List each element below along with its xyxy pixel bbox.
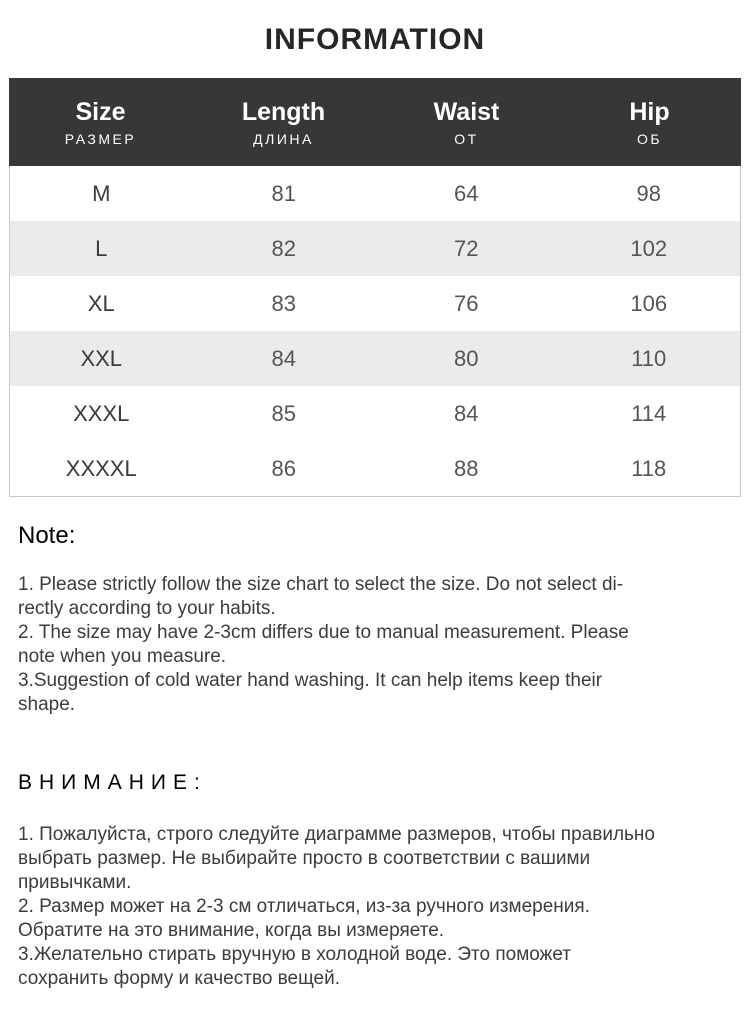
cell-size: M: [92, 180, 111, 206]
cell-waist: 88: [454, 455, 479, 481]
note-en-line: shape.: [18, 694, 76, 715]
cell-waist: 76: [454, 290, 479, 316]
note-ru-line: 2. Размер может на 2-3 см отличаться, из-за ручного измерения.: [18, 896, 590, 917]
column-header-hip-en: Hip: [629, 98, 670, 126]
cell-waist: 64: [454, 180, 479, 206]
size-chart-table: [9, 78, 741, 497]
cell-hip: 114: [631, 400, 667, 426]
cell-hip: 106: [630, 290, 668, 316]
cell-size: XXXL: [73, 400, 130, 426]
note-ru-line: 1. Пожалуйста, строго следуйте диаграмме размеров, чтобы правильно: [18, 824, 655, 845]
cell-size: L: [95, 235, 108, 261]
table-row-l: [10, 221, 740, 276]
column-header-size: [9, 95, 192, 149]
column-header-length-en: Length: [241, 98, 326, 126]
size-chart-body: [9, 166, 741, 497]
column-header-size-en: Size: [75, 98, 126, 126]
note-en-line: 1. Please strictly follow the size chart to select the size. Do not select di-: [18, 574, 624, 595]
column-header-waist-en: Waist: [433, 98, 500, 126]
column-header-hip: [558, 95, 741, 149]
note-en-line: note when you measure.: [18, 646, 227, 667]
column-header-waist-ru: ОТ: [454, 131, 479, 147]
note-en-line: 2. The size may have 2-3cm differs due to manual measurement. Please: [18, 622, 629, 643]
cell-length: 84: [271, 345, 296, 371]
note-en-line: rectly according to your habits.: [18, 598, 276, 619]
note-ru-line: Обратите на это внимание, когда вы измеряете.: [18, 920, 445, 941]
column-header-length: [192, 95, 375, 149]
column-header-waist: [375, 95, 558, 149]
cell-length: 82: [271, 235, 296, 261]
cell-hip: 102: [630, 235, 668, 261]
cell-length: 83: [271, 290, 296, 316]
column-header-length-ru: ДЛИНА: [253, 131, 314, 147]
cell-length: 86: [271, 455, 296, 481]
note-ru-line: выбрать размер. Не выбирайте просто в соответствии с вашими: [18, 848, 591, 869]
note-ru-line: сохранить форму и качество вещей.: [18, 968, 340, 989]
table-row-xxxl: [10, 386, 740, 441]
table-row-xxxxl: [10, 441, 740, 496]
size-chart-header-row: [9, 78, 741, 166]
cell-length: 81: [271, 180, 296, 206]
cell-size: XXL: [80, 345, 123, 371]
notes-en-body: [18, 573, 735, 717]
cell-waist: 84: [454, 400, 479, 426]
table-row-xxl: [10, 331, 740, 386]
column-header-size-ru: РАЗМЕР: [64, 131, 137, 147]
cell-hip: 98: [636, 180, 661, 206]
cell-waist: 80: [454, 345, 479, 371]
cell-hip: 118: [631, 455, 667, 481]
notes-ru-body: [18, 823, 735, 991]
cell-length: 85: [271, 400, 296, 426]
note-ru-line: 3.Желательно стирать вручную в холодной воде. Это поможет: [18, 944, 572, 965]
cell-size: XXXXL: [65, 455, 137, 481]
cell-waist: 72: [454, 235, 479, 261]
table-row-m: [10, 166, 740, 221]
cell-size: XL: [87, 290, 115, 316]
notes-section: [18, 521, 735, 991]
notes-ru-heading: ВНИМАНИЕ:: [18, 771, 207, 794]
note-en-line: 3.Suggestion of cold water hand washing. It can help items keep their: [18, 670, 603, 691]
cell-hip: 110: [631, 345, 667, 371]
table-row-xl: [10, 276, 740, 331]
note-ru-line: привычками.: [18, 872, 132, 893]
notes-en-heading: Note:: [18, 522, 76, 549]
column-header-hip-ru: ОБ: [636, 131, 663, 147]
page-title: INFORMATION: [264, 23, 486, 56]
